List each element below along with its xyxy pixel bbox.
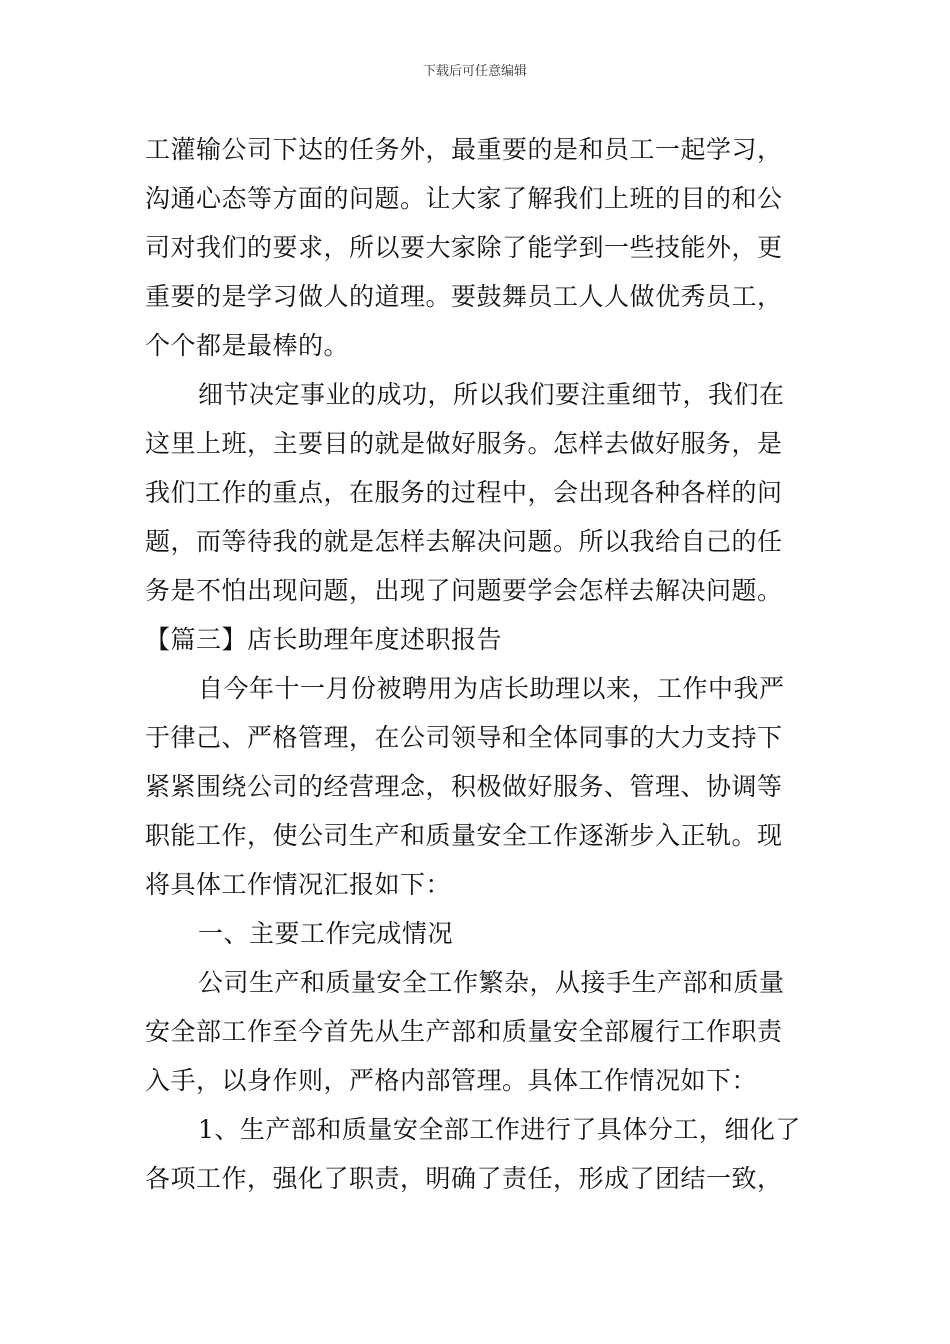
text-line: 1、生产部和质量安全部工作进行了具体分工，细化了 bbox=[198, 1115, 801, 1144]
text-line: 公司生产和质量安全工作繁杂，从接手生产部和质量 bbox=[198, 968, 785, 997]
text-line: 重要的是学习做人的道理。要鼓舞员工人人做优秀员工， bbox=[145, 282, 783, 311]
document-body bbox=[145, 125, 807, 1203]
text-line: 务是不怕出现问题，出现了问题要学会怎样去解决问题。 bbox=[145, 576, 783, 605]
text-line: 【篇三】店长助理年度述职报告 bbox=[145, 625, 503, 654]
text-line: 沟通心态等方面的问题。让大家了解我们上班的目的和公 bbox=[145, 184, 783, 213]
text-line: 入手，以身作则，严格内部管理。具体工作情况如下： bbox=[145, 1066, 758, 1095]
text-line: 工灌输公司下达的任务外，最重要的是和员工一起学习， bbox=[145, 135, 783, 164]
text-line: 职能工作，使公司生产和质量安全工作逐渐步入正轨。现 bbox=[145, 821, 783, 850]
text-line: 细节决定事业的成功，所以我们要注重细节，我们在 bbox=[198, 380, 785, 409]
text-line: 自今年十一月份被聘用为店长助理以来，工作中我严 bbox=[198, 674, 785, 703]
text-line: 安全部工作至今首先从生产部和质量安全部履行工作职责 bbox=[145, 1017, 783, 1046]
text-line: 各项工作，强化了职责，明确了责任，形成了团结一致， bbox=[145, 1164, 783, 1193]
text-line: 这里上班，主要目的就是做好服务。怎样去做好服务，是 bbox=[145, 429, 783, 458]
text-line: 个个都是最棒的。 bbox=[145, 331, 350, 360]
text-line: 题，而等待我的就是怎样去解决问题。所以我给自己的任 bbox=[145, 527, 783, 556]
text-line: 将具体工作情况汇报如下： bbox=[145, 870, 452, 899]
text-line: 司对我们的要求，所以要大家除了能学到一些技能外，更 bbox=[145, 233, 783, 262]
page-header: 下载后可任意编辑 bbox=[422, 64, 527, 79]
text-line: 于律己、严格管理，在公司领导和全体同事的大力支持下 bbox=[145, 723, 783, 752]
text-line: 一、主要工作完成情况 bbox=[198, 919, 454, 948]
text-line: 紧紧围绕公司的经营理念，积极做好服务、管理、协调等 bbox=[145, 772, 783, 801]
text-line: 我们工作的重点，在服务的过程中，会出现各种各样的问 bbox=[145, 478, 783, 507]
